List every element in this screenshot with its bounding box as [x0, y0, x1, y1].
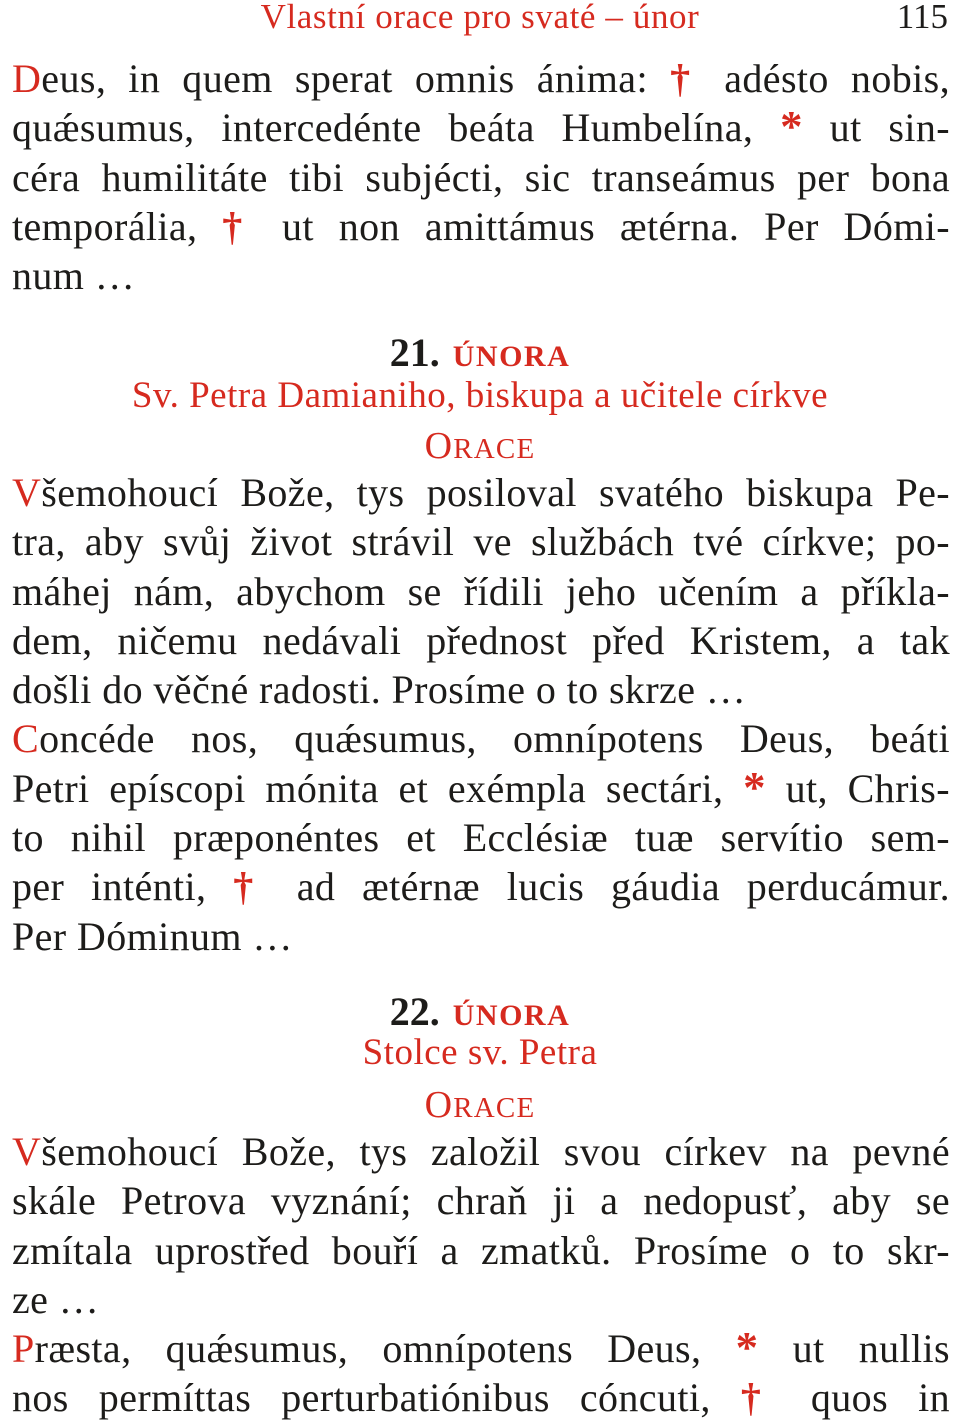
feast-month: ÚNORA	[452, 999, 571, 1032]
prayer-line: Všemohoucí Bože, tys založil svou církev na pevné	[12, 1129, 950, 1174]
prayer-line: to nihil præponéntes et Ecclésiæ tuæ servítio sem-	[12, 815, 950, 861]
prayer-line: per inténti, † ad ætérnæ lucis gáudia perducámur.	[12, 864, 951, 910]
running-head	[0, 0, 960, 36]
feast-date	[0, 331, 960, 379]
mediant-asterisk-mark: *	[743, 761, 766, 812]
prayer-line: céra humilitáte tibi subjécti, sic transeámus per bona	[12, 154, 950, 200]
prayer-line: skále Petrova vyznání; chraň ji a nedopusť, aby se	[12, 1178, 950, 1224]
latin-prayer	[12, 54, 950, 300]
prayer-line: tra, aby svůj život strávil ve službách tvé církve; po-	[12, 519, 950, 565]
prayer-line: Deus, in quem sperat omnis ánima: † adésto nobis,	[12, 56, 950, 101]
prayer-line: dem, ničemu nedávali přednost před Kristem, a tak	[12, 617, 950, 663]
prayer-line: Per Dóminum …	[12, 913, 293, 959]
flex-cross-mark: †	[670, 56, 703, 101]
flex-cross-mark: †	[233, 864, 270, 910]
feast-day-number: 21.	[389, 330, 440, 375]
continued-prayer-block	[12, 54, 950, 300]
feast-title: Sv. Petra Damianiho, biskupa a učitele církve	[131, 375, 829, 416]
prayer-line: quǽsumus, intercedénte beáta Humbelína, * ut sin-	[12, 101, 950, 152]
mediant-asterisk-mark: *	[780, 101, 803, 152]
latin-prayer	[12, 1324, 950, 1423]
prayer-line: nos permíttas perturbatiónibus cóncuti, † quos in	[12, 1375, 950, 1421]
feast-month: ÚNORA	[452, 340, 571, 373]
page-number: 115	[896, 0, 948, 36]
feast-day-number: 22.	[389, 989, 440, 1034]
czech-prayer	[12, 468, 950, 714]
czech-prayer	[12, 1127, 950, 1324]
prayer-line: Præsta, quǽsumus, omnípotens Deus, * ut nullis	[12, 1322, 950, 1373]
prayer-line: Petri epíscopi mónita et exémpla sectári, * ut, Chris-	[12, 761, 950, 812]
prayer-line: máhej nám, abychom se řídili jeho učením a příkla-	[12, 568, 950, 614]
flex-cross-mark: †	[222, 203, 258, 249]
prayer-line: temporália, † ut non amittámus ætérna. Per Dómi-	[12, 203, 950, 249]
feast-date	[0, 990, 960, 1038]
section-label-orace: ORACE	[424, 425, 536, 467]
prayer-line: Všemohoucí Bože, tys posiloval svatého biskupa Pe-	[12, 470, 950, 515]
prayer-line: ze …	[12, 1276, 100, 1322]
section-label-orace: ORACE	[424, 1084, 536, 1126]
feast-title: Stolce sv. Petra	[362, 1032, 598, 1073]
flex-cross-mark: †	[740, 1375, 781, 1421]
feast-prayers	[12, 1127, 950, 1423]
prayer-line: zmítala uprostřed bouří a zmatků. Prosíme o to skr-	[12, 1227, 950, 1273]
running-title: Vlastní orace pro svaté – únor	[260, 0, 700, 36]
latin-prayer	[12, 714, 950, 960]
prayer-line: došli do věčné radosti. Prosíme o to skrze …	[12, 667, 747, 713]
prayer-line: num …	[12, 253, 136, 299]
prayer-line: Concéde nos, quǽsumus, omnípotens Deus, beáti	[12, 716, 950, 762]
feast-prayers	[12, 468, 950, 961]
mediant-asterisk-mark: *	[735, 1322, 759, 1373]
